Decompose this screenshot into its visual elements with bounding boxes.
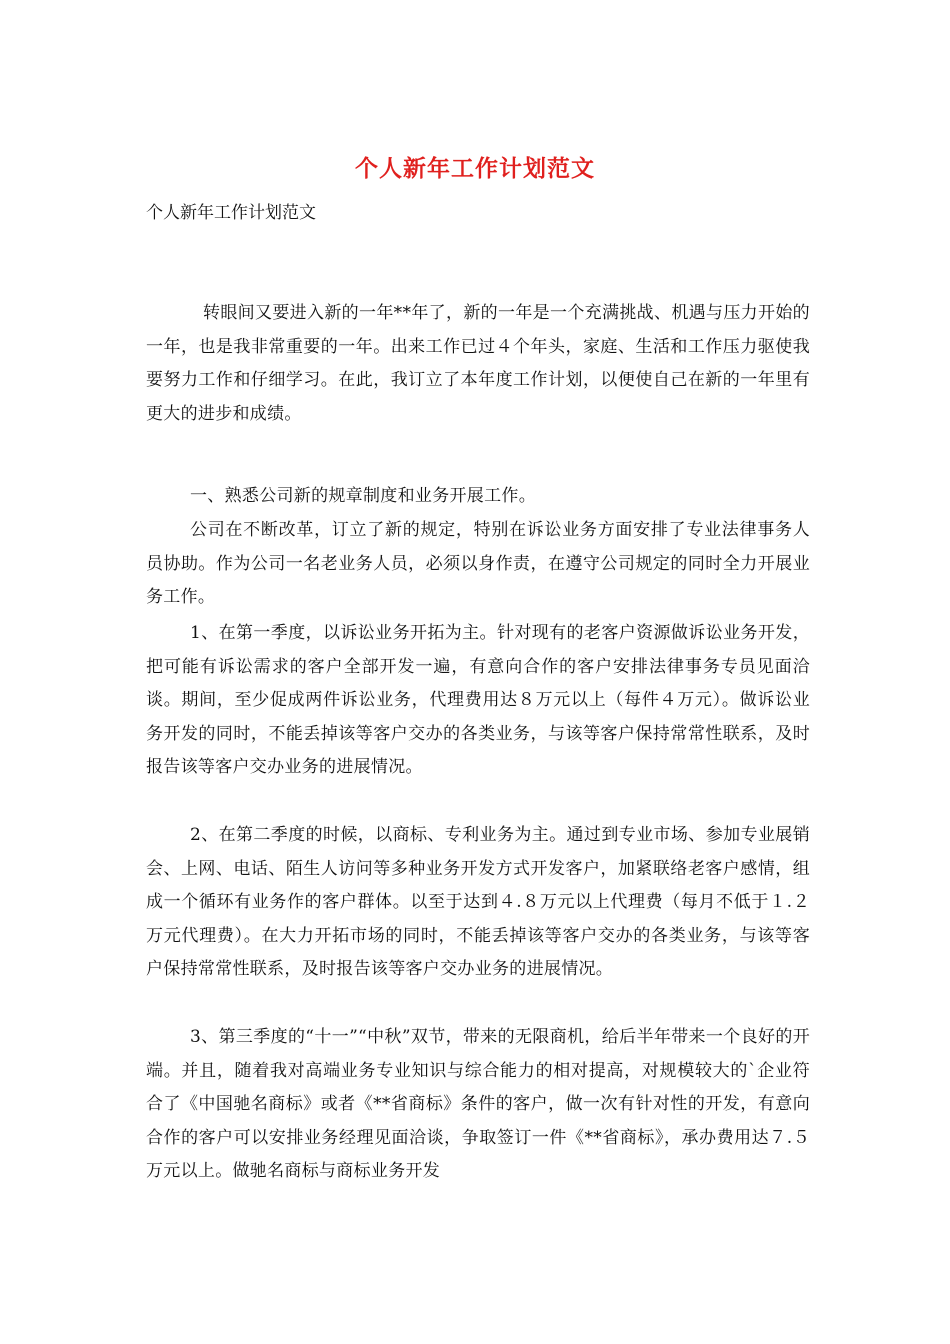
- third-quarter-paragraph: 3、第三季度的“十一”“中秋”双节，带来的无限商机，给后半年带来一个良好的开端。并且，随着我对高端业务专业知识与综合能力的相对提高，对规模较大的`企业符合了《中国驰名商标》或者《**省商标》条件的客户，做一次有针对性的开发，有意向合作的客户可以安排业务经理见面洽谈，争取签订一件《**省商标》，承办费用达７.５万元以上。做驰名商标与商标业务开发: [146, 1027, 810, 1181]
- intro-paragraph: 转眼间又要进入新的一年**年了，新的一年是一个充满挑战、机遇与压力开始的一年，也是我非常重要的一年。出来工作已过４个年头，家庭、生活和工作压力驱使我要努力工作和仔细学习。在此，我订立了本年度工作计划，以便使自己在新的一年里有更大的进步和成绩。: [146, 303, 810, 424]
- section-1-paragraph: 公司在不断改革，订立了新的规定，特别在诉讼业务方面安排了专业法律事务人员协助。作为公司一名老业务人员，必须以身作责，在遵守公司规定的同时全力开展业务工作。: [146, 520, 810, 607]
- document-title: 个人新年工作计划范文: [355, 155, 595, 182]
- section-heading-1: 一、熟悉公司新的规章制度和业务开展工作。: [190, 486, 536, 506]
- first-quarter-paragraph: 1、在第一季度，以诉讼业务开拓为主。针对现有的老客户资源做诉讼业务开发，把可能有诉讼需求的客户全部开发一遍，有意向合作的客户安排法律事务专员见面洽谈。期间，至少促成两件诉讼业务，代理费用达８万元以上（每件４万元）。做诉讼业务开发的同时，不能丢掉该等客户交办的各类业务，与该等客户保持常常性联系，及时报告该等客户交办业务的进展情况。: [146, 623, 810, 777]
- document-subtitle: 个人新年工作计划范文: [146, 203, 316, 223]
- second-quarter-paragraph: 2、在第二季度的时候，以商标、专利业务为主。通过到专业市场、参加专业展销会、上网、电话、陌生人访问等多种业务开发方式开发客户，加紧联络老客户感情，组成一个循环有业务作的客户群体。以至于达到４.８万元以上代理费（每月不低于１.２万元代理费）。在大力开拓市场的同时，不能丢掉该等客户交办的各类业务，与该等客户保持常常性联系，及时报告该等客户交办业务的进展情况。: [146, 825, 810, 979]
